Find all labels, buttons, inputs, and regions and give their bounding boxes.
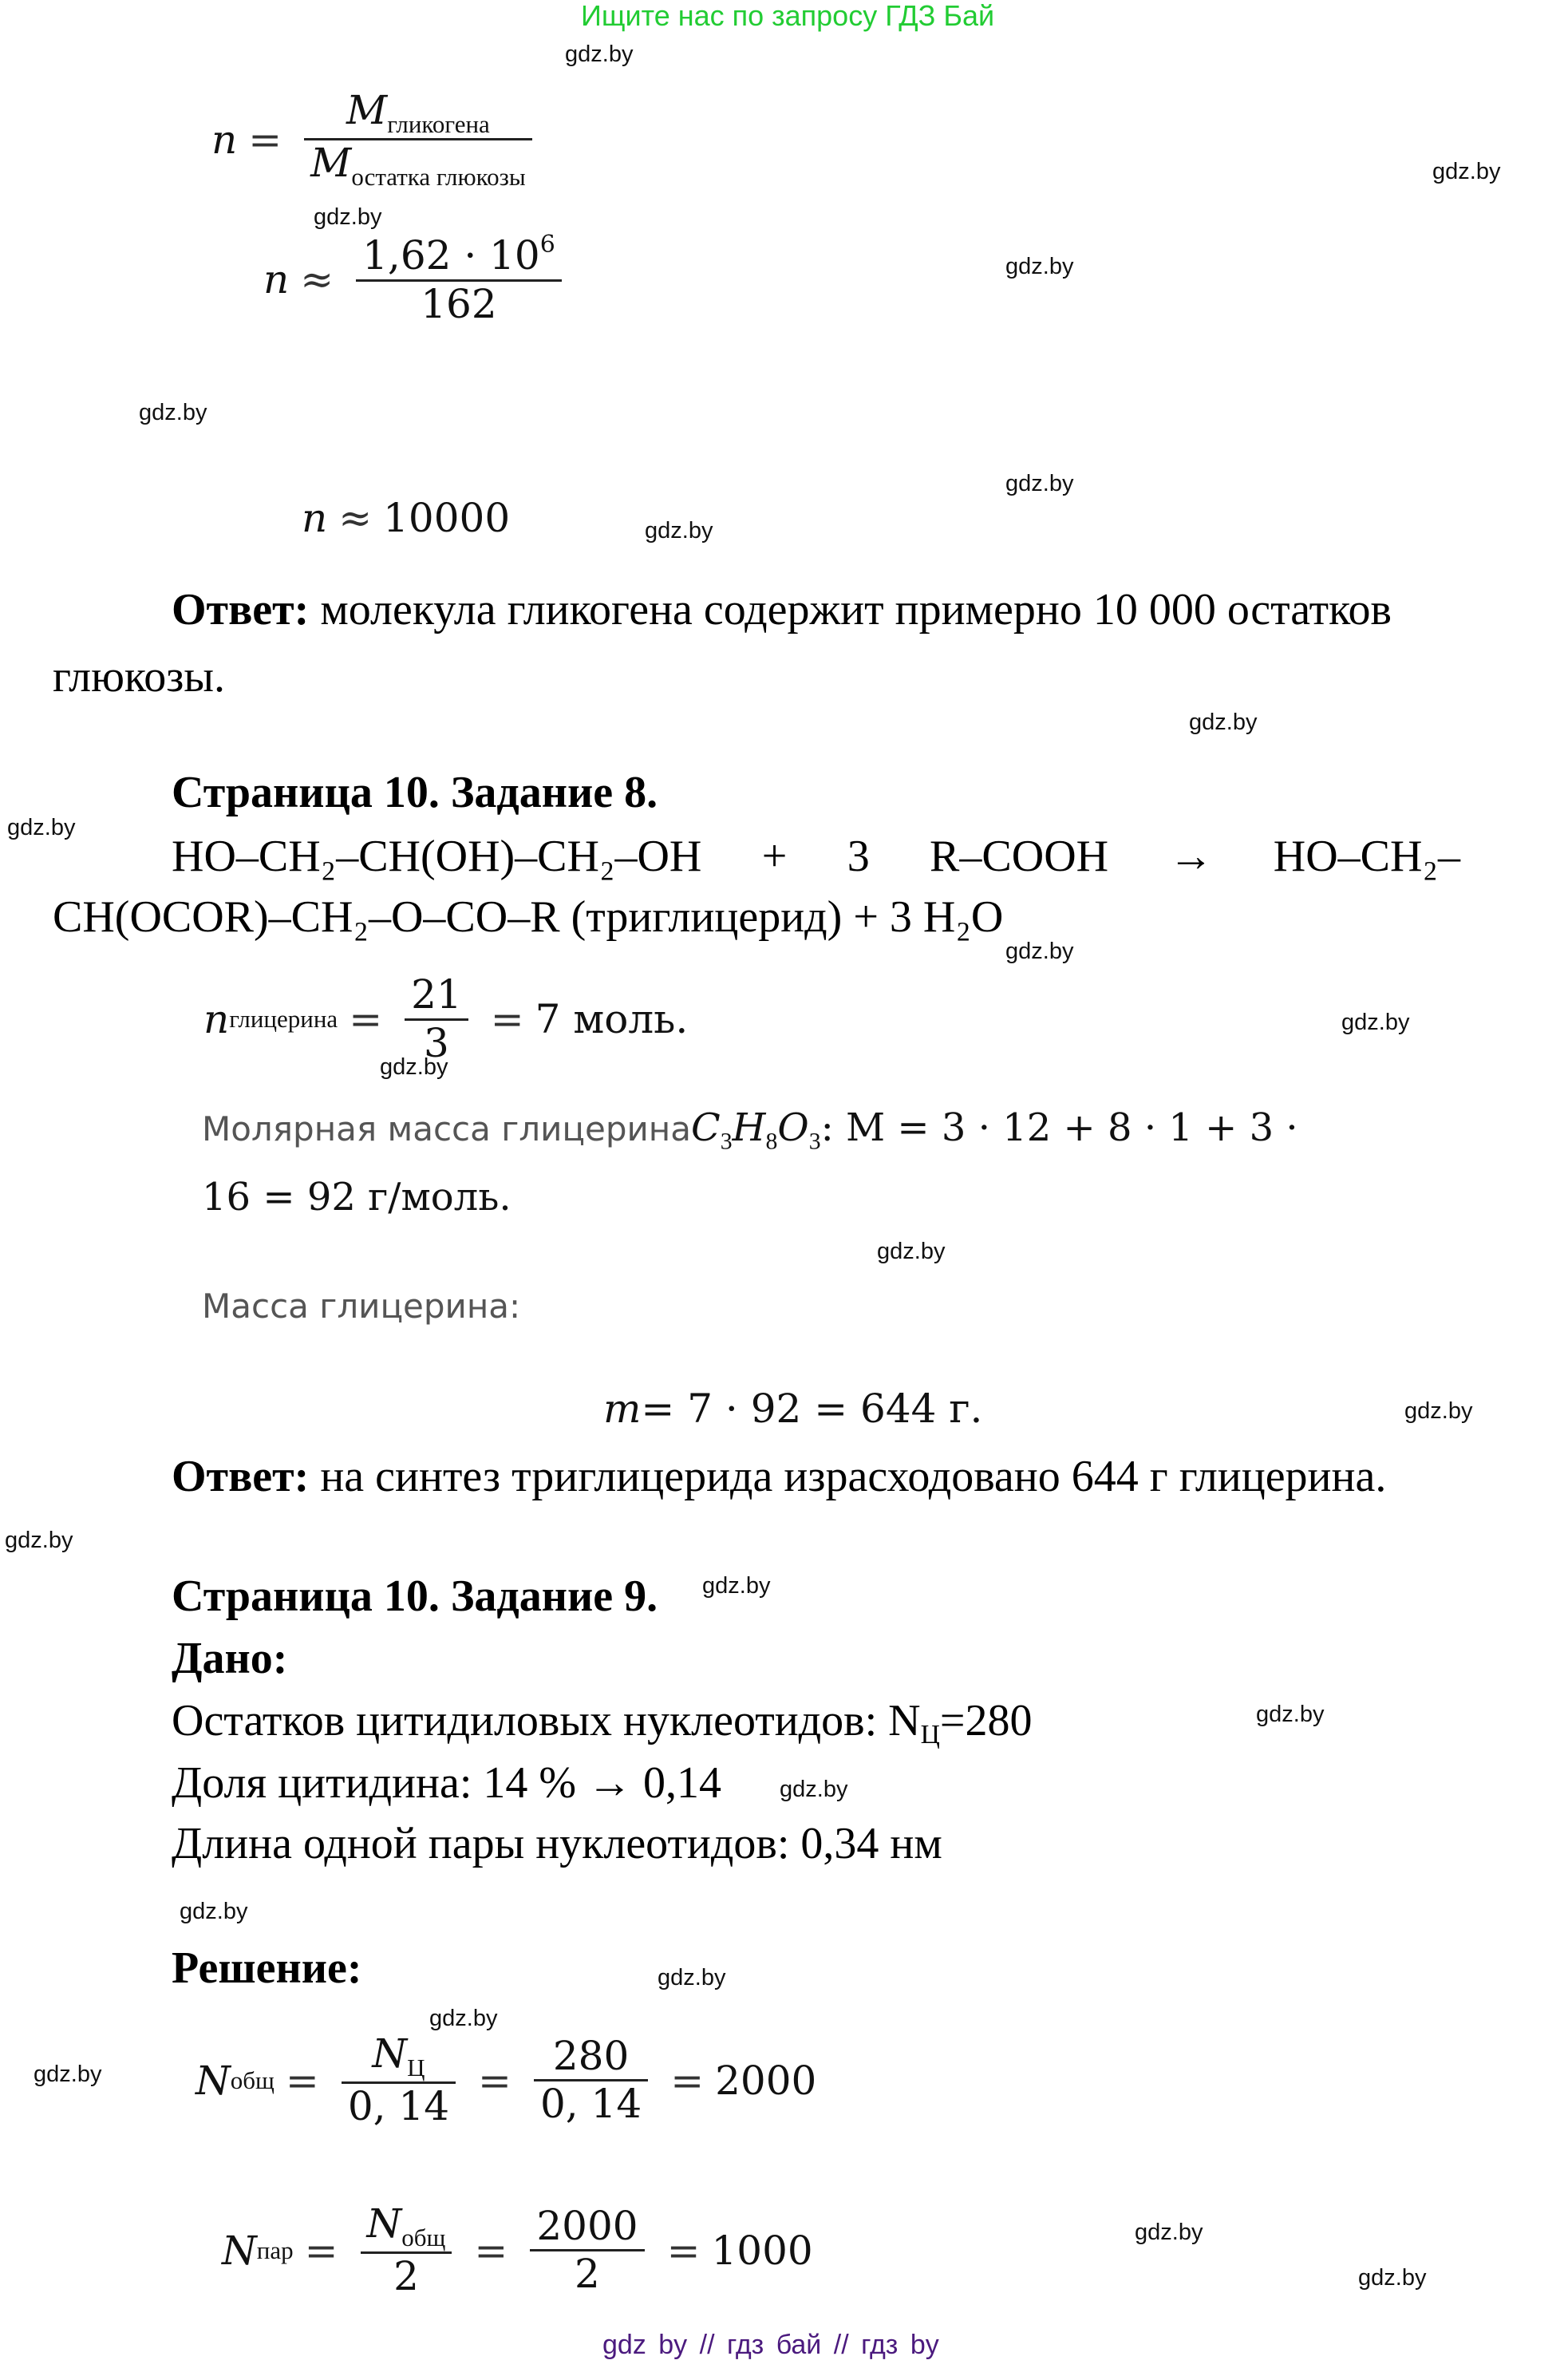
denominator [304, 140, 532, 191]
watermark: gdz.by [1432, 159, 1501, 184]
given-item: Длина одной пары нуклеотидов: 0,34 нм [172, 1819, 942, 1868]
math-op: = [670, 2057, 705, 2104]
math-op: = [478, 2057, 511, 2104]
math-result: 7 моль. [535, 996, 689, 1042]
formula-pairs [222, 2201, 813, 2300]
subscript: 8 [765, 1128, 778, 1155]
subscript: пар [256, 2236, 294, 2264]
formula-n-ratio [211, 88, 543, 192]
math-op: = [248, 116, 282, 163]
watermark: gdz.by [1189, 710, 1258, 735]
math-var: N [196, 2057, 231, 2104]
subscript: 3 [808, 1128, 821, 1155]
watermark: gdz.by [380, 1054, 448, 1080]
given-label: Дано: [172, 1634, 288, 1683]
math-op: ≈ [300, 256, 334, 302]
answer-paragraph-cont: глюкозы. [53, 652, 226, 702]
subscript: Ц [920, 1720, 940, 1750]
watermark: gdz.by [780, 1777, 848, 1802]
watermark: gdz.by [314, 204, 382, 230]
numerator [356, 231, 562, 279]
answer-label: Ответ: [172, 585, 310, 634]
answer-paragraph [172, 576, 1392, 643]
equation-part: 3 [847, 832, 870, 881]
watermark: gdz.by [139, 400, 207, 425]
watermark: gdz.by [1341, 1010, 1410, 1035]
subscript: 3 [720, 1128, 733, 1155]
math-number: 10000 [383, 495, 511, 541]
watermark: gdz.by [702, 1573, 771, 1599]
watermark: gdz.by [1005, 254, 1074, 279]
watermark: gdz.by [645, 518, 713, 544]
subscript: остатка глюкозы [351, 163, 526, 192]
given-text: Остатков цитидиловых нуклеотидов: N [172, 1696, 921, 1745]
equation-line-2: CH(OCOR)–CH₂–O–CO–R (триглицерид) + 3 H₂O [53, 892, 1004, 942]
math-result: 2000 [715, 2057, 817, 2104]
denominator: 162 [421, 280, 497, 327]
math-op: = [666, 2227, 701, 2274]
fraction [405, 972, 468, 1066]
math-var: n [203, 996, 230, 1042]
answer-text: на синтез триглицерида израсходовано 644 г глицерина. [309, 1452, 1387, 1501]
numerator [361, 2201, 452, 2251]
given-value: =280 [939, 1696, 1033, 1745]
watermark: gdz.by [1256, 1702, 1325, 1727]
answer-paragraph [172, 1446, 1386, 1507]
task-heading: Страница 10. Задание 9. [172, 1571, 658, 1621]
subscript: общ [401, 2223, 446, 2251]
answer-label: Ответ: [172, 1452, 310, 1501]
task-heading: Страница 10. Задание 8. [172, 768, 658, 817]
math-result: 1000 [711, 2227, 813, 2274]
watermark: gdz.by [1005, 471, 1074, 496]
solution-label: Решение: [172, 1943, 362, 1993]
equation-part: R–COOH [930, 832, 1109, 881]
denominator: 0, 14 [347, 2083, 450, 2130]
watermark: gdz.by [1135, 2220, 1203, 2245]
math-var: N [222, 2227, 257, 2274]
fraction [304, 88, 532, 192]
given-item: Доля цитидина: 14 % → 0,14 [172, 1758, 722, 1808]
math-expression: : M = 3 · 12 + 8 · 1 + 3 · [820, 1105, 1298, 1150]
watermark: gdz.by [1404, 1398, 1473, 1424]
molar-mass-line-2: 16 = 92 г/моль. [202, 1175, 511, 1220]
exponent: 6 [539, 231, 555, 259]
formula-total-nucleotides [196, 2031, 816, 2130]
watermark: gdz.by [429, 2006, 498, 2031]
math-var: m [603, 1386, 642, 1432]
math-op: = [474, 2227, 508, 2274]
footer-links[interactable]: gdz by // гдз бай // гдз by [602, 2330, 939, 2360]
search-promo-link[interactable]: Ищите нас по запросу ГДЗ Бай [581, 0, 995, 32]
watermark: gdz.by [877, 1239, 946, 1264]
equation-part: HO–CH₂–CH(OH)–CH₂–OH [172, 832, 702, 881]
formula-n-result [302, 495, 510, 541]
subscript: глицерина [229, 1005, 338, 1033]
math-var: N [372, 2030, 408, 2077]
math-expression: = 7 · 92 = 644 г. [641, 1386, 983, 1432]
denominator: 3 [424, 1019, 449, 1066]
math-var: n [263, 256, 290, 302]
watermark: gdz.by [1005, 939, 1074, 964]
math-op: = [304, 2227, 338, 2274]
equation-line-1 [172, 826, 1460, 887]
molar-mass-label: Молярная масса глицерина [202, 1109, 691, 1148]
math-var: n [302, 495, 328, 541]
math-var: H [732, 1105, 766, 1150]
watermark: gdz.by [5, 1528, 73, 1553]
watermark: gdz.by [658, 1965, 726, 1990]
watermark: gdz.by [180, 1899, 248, 1924]
math-var: M [310, 140, 352, 187]
denominator: 0, 14 [539, 2081, 642, 2128]
math-op: = [285, 2057, 319, 2104]
math-var: n [211, 116, 238, 163]
math-var: C [691, 1105, 721, 1150]
math-var: M [346, 87, 388, 133]
watermark: gdz.by [1358, 2265, 1427, 2291]
math-op: = [349, 996, 383, 1042]
fraction [361, 2201, 452, 2300]
watermark: gdz.by [565, 42, 634, 67]
formula-n-glycerin [203, 972, 688, 1066]
subscript: гликогена [387, 109, 490, 138]
formula-n-approx [263, 231, 573, 327]
denominator: 2 [575, 2251, 600, 2298]
watermark: gdz.by [7, 815, 76, 840]
equation-part: HO–CH₂– [1273, 832, 1460, 881]
numerator [365, 2031, 431, 2081]
math-var: O [777, 1105, 809, 1150]
formula-mass [603, 1386, 982, 1432]
denominator: 2 [393, 2253, 419, 2300]
fraction [342, 2031, 456, 2130]
math-op: = [490, 996, 524, 1042]
math-number: 1,62 · 10 [362, 232, 540, 279]
equation-part: → [1168, 832, 1214, 881]
subscript: общ [230, 2066, 274, 2094]
fraction [530, 2204, 644, 2298]
fraction [534, 2034, 648, 2128]
numerator: 2000 [536, 2202, 638, 2249]
numerator [340, 88, 496, 138]
subscript: Ц [407, 2053, 425, 2081]
answer-text: молекула гликогена содержит примерно 10 000 остатков [309, 585, 1392, 634]
watermark: gdz.by [34, 2062, 102, 2087]
equation-part: + [761, 832, 788, 881]
molar-formula [691, 1105, 1298, 1155]
fraction [356, 231, 562, 327]
numerator: 21 [411, 971, 462, 1018]
math-op: ≈ [338, 495, 373, 541]
numerator: 280 [552, 2032, 630, 2079]
molar-mass-line [202, 1105, 1298, 1155]
math-var: N [366, 2200, 402, 2247]
mass-label: Масса глицерина: [202, 1287, 521, 1326]
